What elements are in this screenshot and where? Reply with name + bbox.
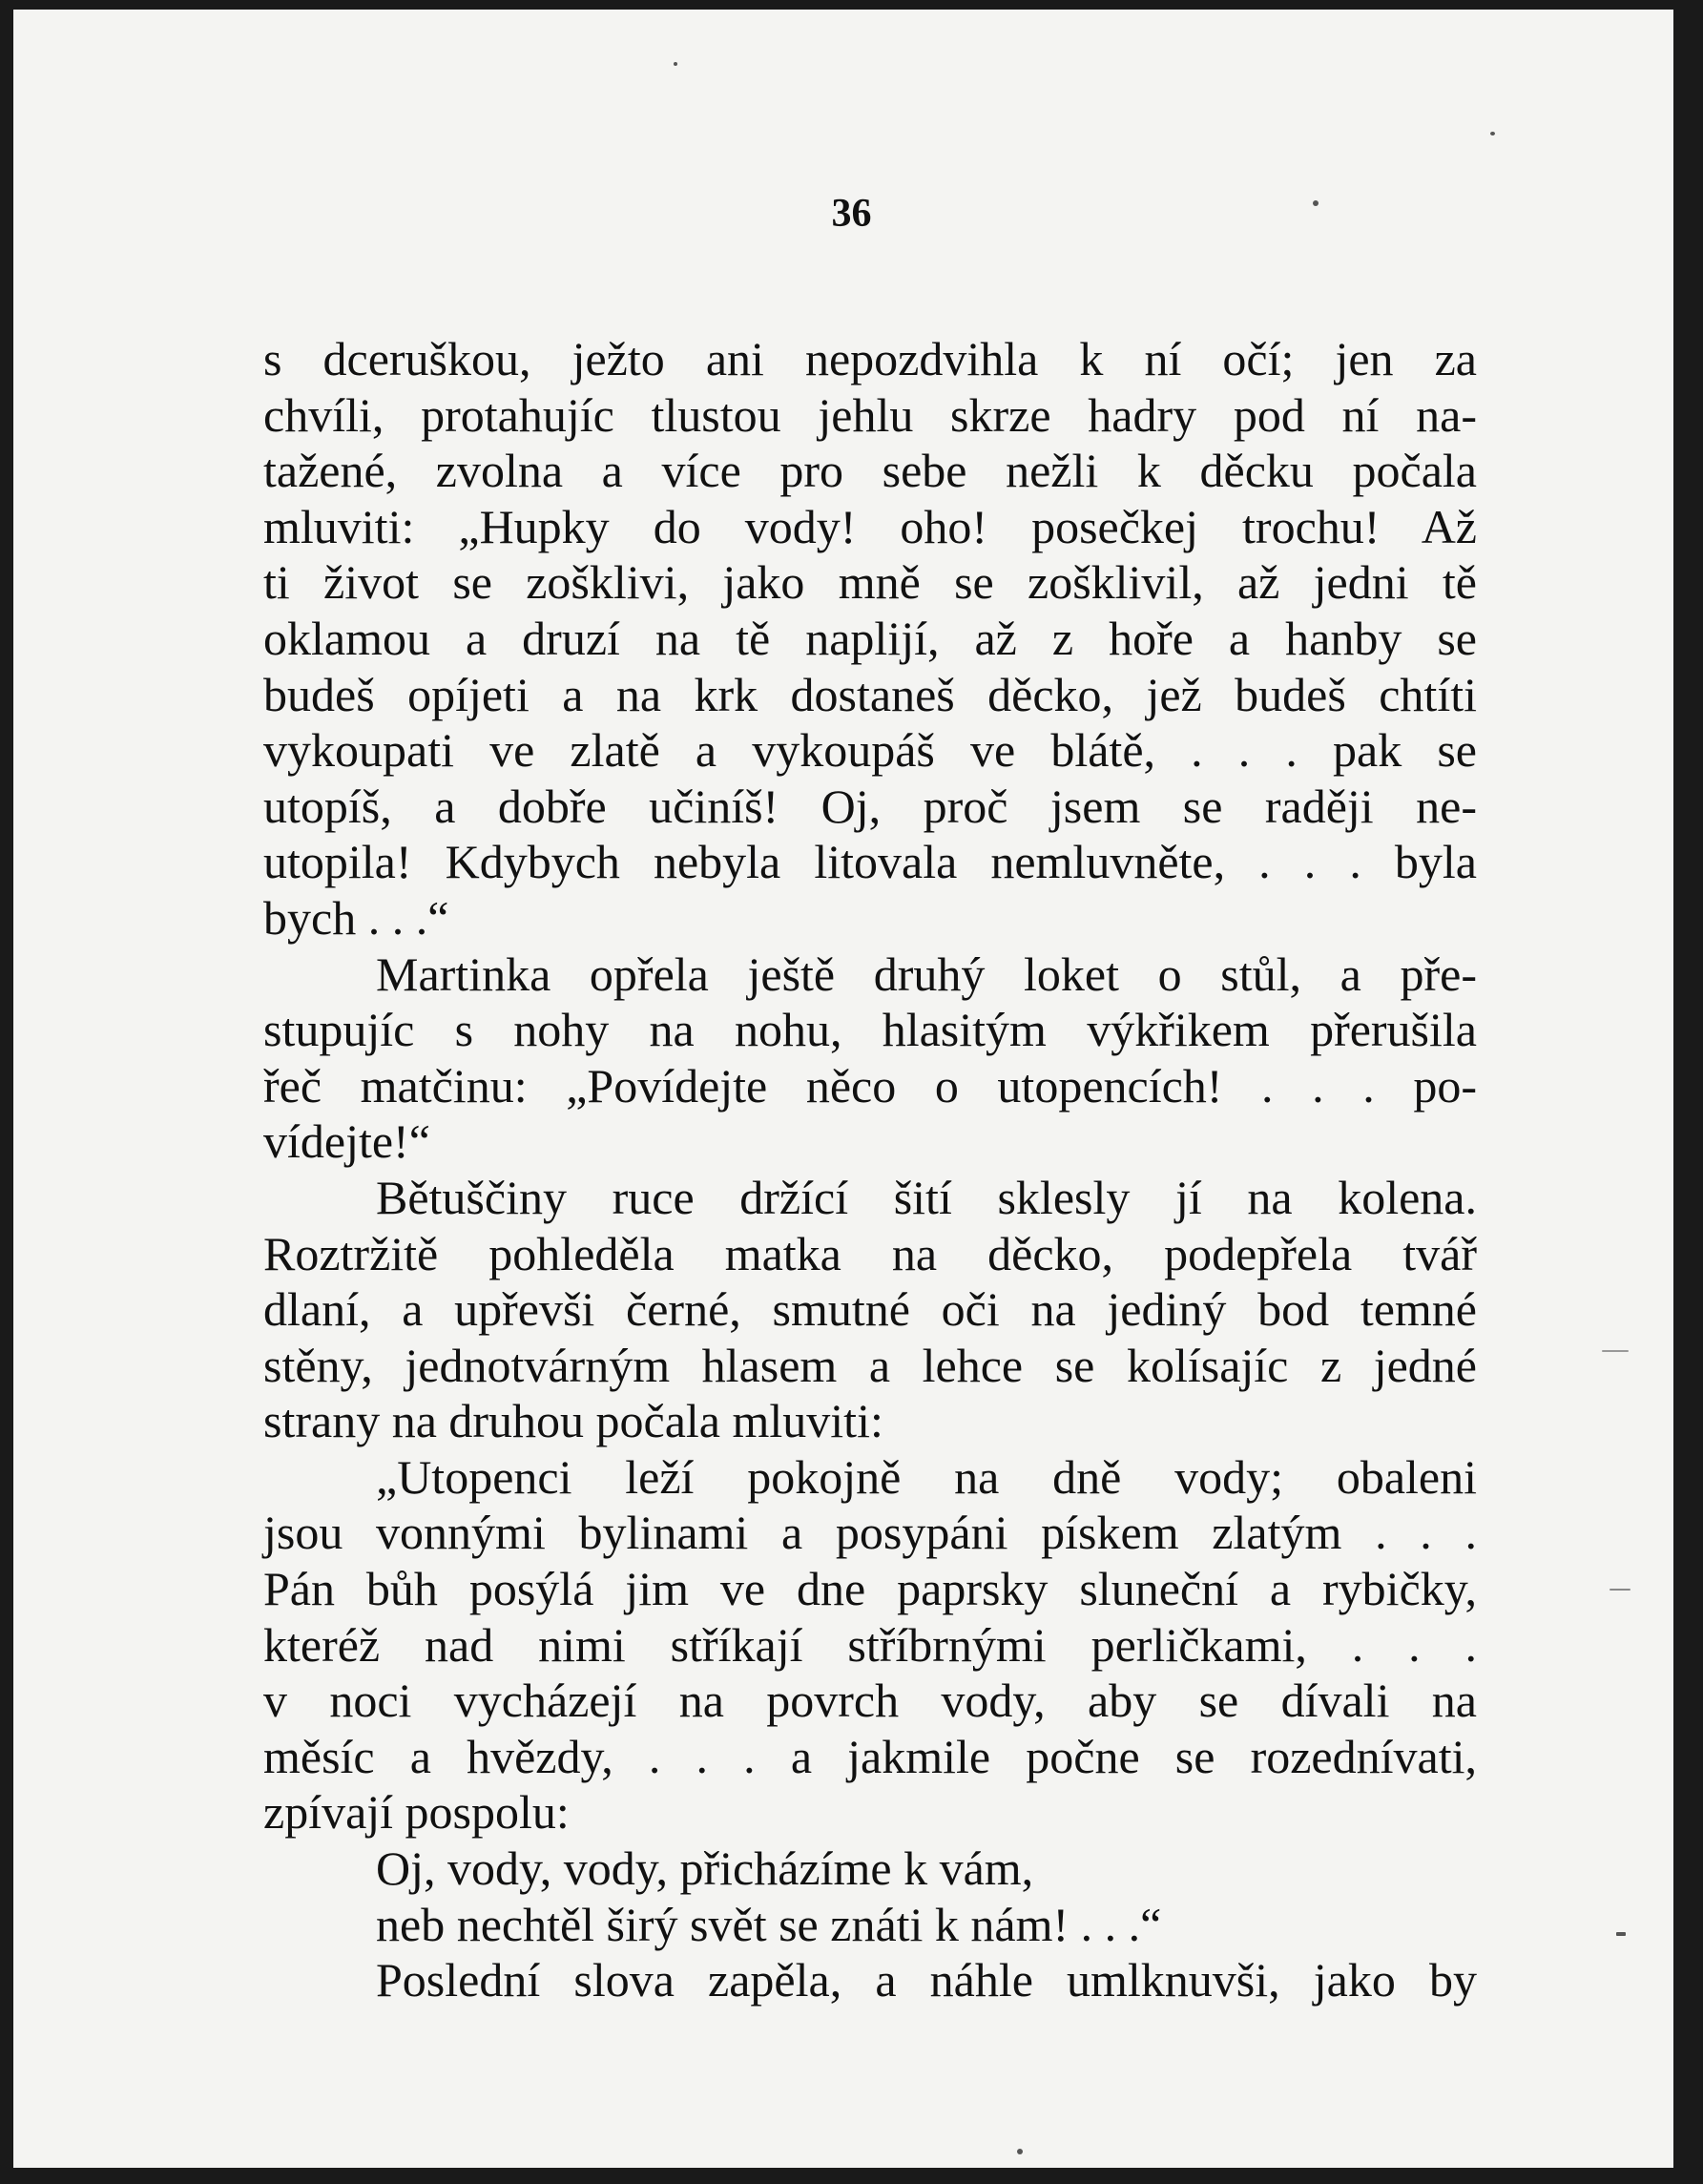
text-line: strany na druhou počala mluviti: — [263, 1394, 883, 1448]
body-text — [263, 331, 1477, 2008]
text-line: Oj, vody, vody, přicházíme k vám, — [376, 1841, 1034, 1896]
text-line: dlaní, a upřevši černé, smutné oči na jediný bod temné — [263, 1282, 1477, 1337]
text-line: Martinka opřela ještě druhý loket o stůl, a pře- — [376, 946, 1477, 1001]
text-line: zpívají pospolu: — [263, 1785, 570, 1840]
text-line: vídejte!“ — [263, 1114, 430, 1169]
text-line: Poslední slova zapěla, a náhle umlknuvši, jako by — [376, 1953, 1477, 2007]
scan-speck — [1602, 1350, 1629, 1352]
scan-speck — [1610, 1589, 1630, 1591]
text-line: bych . . .“ — [263, 890, 449, 945]
text-line: měsíc a hvězdy, . . . a jakmile počne se rozednívati, — [263, 1729, 1477, 1783]
text-line: „Utopenci leží pokojně na dně vody; obaleni — [376, 1449, 1477, 1504]
text-line: vykoupati ve zlatě a vykoupáš ve blátě, . . . pak se — [263, 723, 1477, 778]
text-line: kteréž nad nimi stříkají stříbrnými perličkami, . . . — [263, 1617, 1477, 1672]
text-line: Bětuščiny ruce držící šití sklesly jí na kolena. — [376, 1170, 1477, 1224]
text-line: ti život se zošklivi, jako mně se zošklivil, až jedni tě — [263, 555, 1477, 610]
scan-speck — [1017, 2149, 1023, 2154]
text-line: tažené, zvolna a více pro sebe nežli k děcku počala — [263, 444, 1477, 498]
text-line: utopíš, a dobře učiníš! Oj, proč jsem se raději ne- — [263, 779, 1477, 833]
text-line: chvíli, protahujíc tlustou jehlu skrze hadry pod ní na- — [263, 387, 1477, 442]
scan-speck — [1490, 132, 1495, 135]
text-line: řeč matčinu: „Povídejte něco o utopencích! . . . po- — [263, 1058, 1477, 1113]
text-line: jsou vonnými bylinami a posypáni pískem zlatým . . . — [263, 1506, 1477, 1560]
text-line: utopila! Kdybych nebyla litovala nemluvněte, . . . byla — [263, 835, 1477, 889]
text-line: budeš opíjeti a na krk dostaneš děcko, jež budeš chtíti — [263, 667, 1477, 721]
text-line: stěny, jednotvárným hlasem a lehce se kolísajíc z jedné — [263, 1338, 1477, 1392]
text-line: mluviti: „Hupky do vody! oho! posečkej trochu! Až — [263, 499, 1477, 553]
scan-speck — [1616, 1932, 1626, 1936]
text-line: s dceruškou, ježto ani nepozdvihla k ní očí; jen za — [263, 332, 1477, 385]
page-number: 36 — [831, 192, 872, 236]
text-line: v noci vycházejí na povrch vody, aby se dívali na — [263, 1674, 1477, 1728]
text-line: neb nechtěl širý svět se znáti k nám! . . .“ — [376, 1897, 1162, 1951]
text-line: stupujíc s nohy na nohu, hlasitým výkřikem přerušila — [263, 1003, 1477, 1057]
scan-speck — [674, 62, 677, 66]
text-line: oklamou a druzí na tě naplijí, až z hoře a hanby se — [263, 611, 1477, 665]
text-line: Roztržitě pohleděla matka na děcko, podepřela tvář — [263, 1226, 1477, 1280]
text-line: Pán bůh posýlá jim ve dne paprsky sluneční a rybičky, — [263, 1562, 1477, 1616]
